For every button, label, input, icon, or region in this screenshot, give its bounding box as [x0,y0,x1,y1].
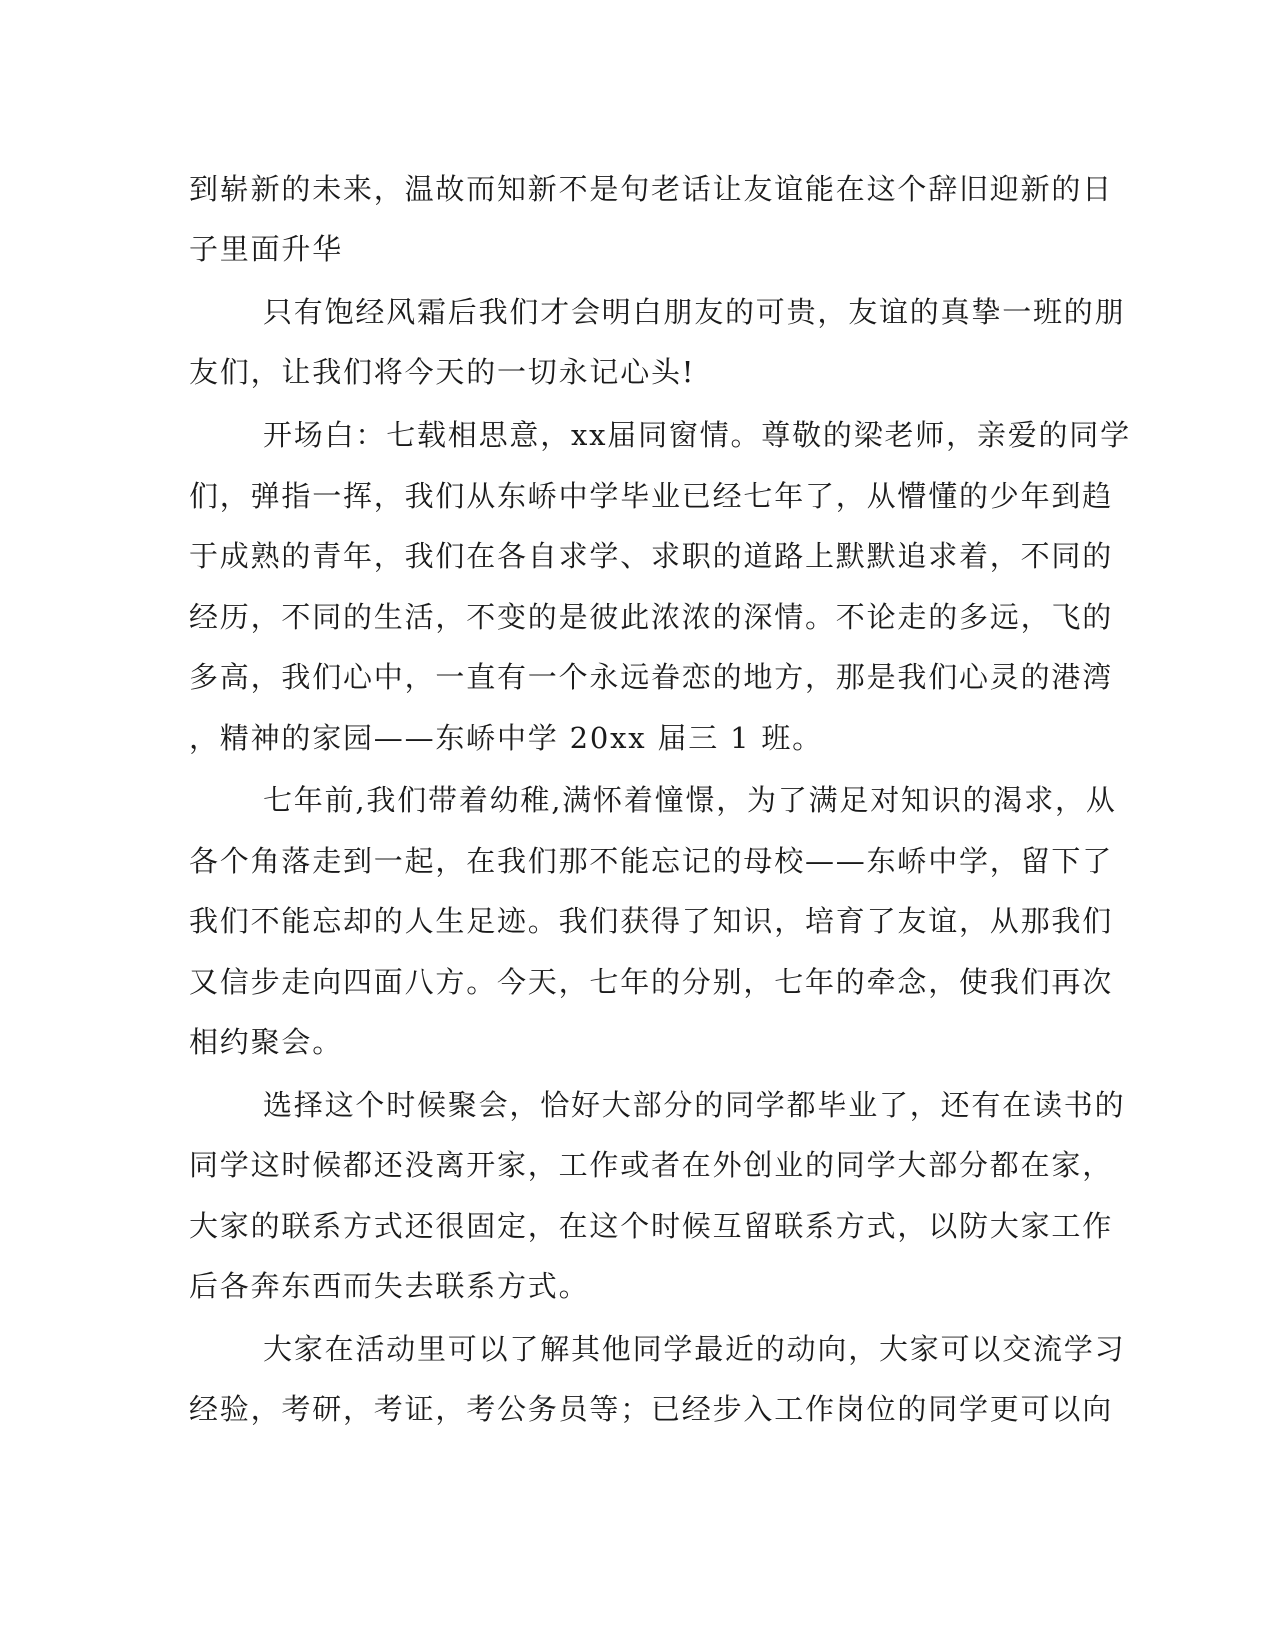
text-line: 于成熟的青年，我们在各自求学、求职的道路上默默追求着，不同的 [189,539,1114,573]
text-line: 同学这时候都还没离开家，工作或者在外创业的同学大部分都在家， [189,1148,1114,1182]
text-line: 后各奔东西而失去联系方式。 [189,1269,590,1303]
text-line: 又信步走向四面八方。今天，七年的分别，七年的牵念，使我们再次 [189,965,1114,999]
text-line: 大家的联系方式还很固定，在这个时候互留联系方式，以防大家工作 [189,1209,1114,1243]
text-line: ，精神的家园——东峤中学 20xx 届三 1 班。 [189,721,823,755]
paragraph-first-line: 只有饱经风霜后我们才会明白朋友的可贵，友谊的真挚一班的朋 [263,295,1126,329]
paragraph-first-line: 七年前,我们带着幼稚,满怀着憧憬，为了满足对知识的渴求，从 [263,783,1117,817]
paragraph-first-line: 大家在活动里可以了解其他同学最近的动向，大家可以交流学习 [263,1332,1126,1366]
text-line: 各个角落走到一起，在我们那不能忘记的母校——东峤中学，留下了 [189,844,1114,878]
text-line: 多高，我们心中，一直有一个永远眷恋的地方，那是我们心灵的港湾 [189,660,1114,694]
text-line: 经验，考研，考证，考公务员等；已经步入工作岗位的同学更可以向 [189,1392,1114,1426]
paragraph-first-line: 选择这个时候聚会，恰好大部分的同学都毕业了，还有在读书的 [263,1088,1126,1122]
paragraph-first-line: 开场白：七载相思意，xx届同窗情。尊敬的梁老师，亲爱的同学 [263,418,1131,452]
text-line: 相约聚会。 [189,1025,344,1059]
text-line: 们，弹指一挥，我们从东峤中学毕业已经七年了，从懵懂的少年到趋 [189,479,1114,513]
text-line: 我们不能忘却的人生足迹。我们获得了知识，培育了友谊，从那我们 [189,904,1114,938]
text-line: 友们，让我们将今天的一切永记心头! [189,355,696,389]
text-line: 经历，不同的生活，不变的是彼此浓浓的深情。不论走的多远，飞的 [189,600,1114,634]
text-line: 子里面升华 [189,232,344,266]
text-line: 到崭新的未来，温故而知新不是句老话让友谊能在这个辞旧迎新的日 [189,172,1114,206]
